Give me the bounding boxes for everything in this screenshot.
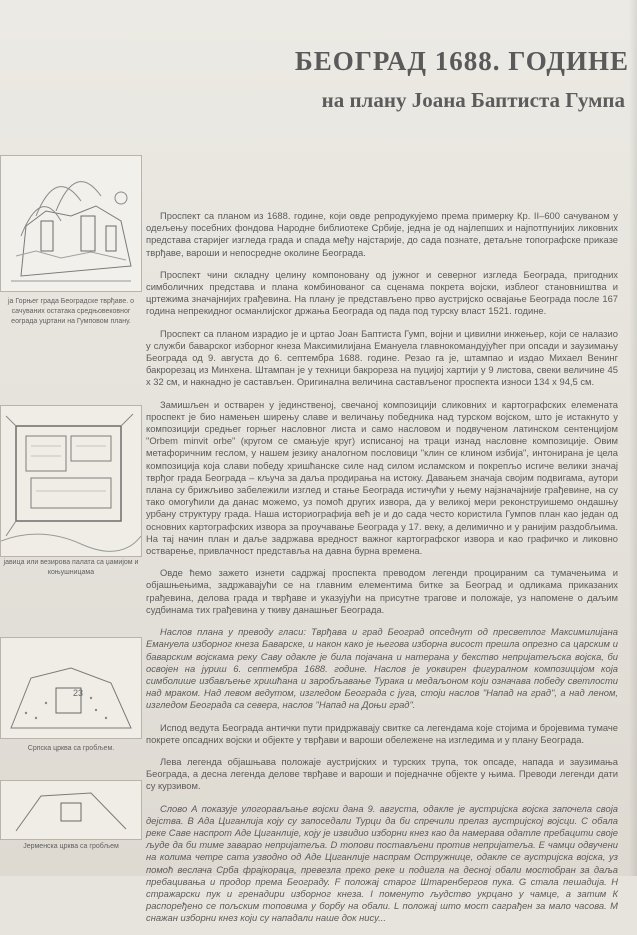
svg-text:23: 23 [73, 688, 84, 698]
fortress-sketch-drawing [1, 156, 141, 291]
serbian-church-drawing [1, 638, 141, 738]
fortress-sketch-image [0, 155, 142, 292]
armenian-church-image [0, 780, 142, 840]
armenian-church-drawing [1, 781, 141, 839]
paragraph: Лева легенда објашњава положаје аустријских и турских трупа, ток опсаде, напада и заузимања Београда, а десна легенда делове тврђаве и вароши и поједначне објекте у њима. Преводи легенди дати су курзивом. [146, 755, 618, 792]
paragraph: Проспект са планом из 1688. године, који овде репродукујемо према примерку Кр. II–600 сачуваном у одељењу посебних фондова Народне библиотеке Србије, једна је од најлепших и најпотпунијих ликовних представа старијег изгледа града и спада међу најстарије, до сада познате, детаљне топографске приказе тврђаве, вароши и непосредне околине Београда. [146, 210, 618, 258]
page-edge-shadow [629, 0, 637, 876]
page-title: БЕОГРАД 1688. ГОДИНЕ [294, 46, 629, 76]
paragraph: Проспект чини складну целину компоновану од јужног и северног изгледа Београда, пригодних симболичних представа и плана комбинованог са сценама покрета војски, изблеог становништва и цртежима значајнијих грађевина. На плану је представљено прво аустријско освајање Београда после 167 година непрекидног османлијског држања Београда од пада под турску власт 1521. године. [146, 268, 618, 317]
caption-vizier-palace: јавица или везирова палата са џамијом и коњушницама [3, 559, 139, 576]
caption-armenian-church: Јерменска црква са гробљем [23, 843, 119, 850]
article-body [146, 210, 618, 935]
caption-fortress: ја Горњег града Београдске тврђаве. о сачуваних остатака средњовековног еограда уцртани на Гумповом плану. [7, 298, 135, 325]
paragraph: Испод ведута Београда антички пути придржавају свитке са легендама које стојима и бројевима тумаче покрете опсадних војски и објекте у тврђави и вароши обележене на изгледима и у плану Београда. [146, 721, 618, 745]
paragraph: Проспект са планом израдио је и цртао Јоан Баптиста Гумп, војни и цивилни инжењер, који се налазио у служби баварског изборног кнеза Максимилијана Емануела главнокомандујућег при опсади и заузимању Београда од 9. августа до 6. септембра 1688. године. Резао га је, штампао и издао Михаел Венинг бакрорезац из Минхена. Штампан је у техници бакрореза на пуцијој хартији у 9 листова, свеки величине 45 x 32 см, и накнадно је састављен. Оригинална величина састављеног проспекта износи 134 x 94,5 см. [146, 327, 618, 388]
paragraph: Замишљен и остварен у јединственој, свечаној композицији сликовних и картографских елемената проспект је био намењен ширењу славе и величању победника над турском војском, што је истакнуто у композицији средњег горњег насловног листа и само насловом и подвученом латинском сентенцијом "Orbem minvit orbe" (кругом се смањује круг) исписаној на траци изнад насловне композиције. Овим метафоричним геслом, у нашем језику аналогном пословици "клин се клином избија", интонирана је цела композиција која слави победу хришћанске силе над силом исламском и покрепљо исгиче велики значај тврђог града Београда – кључа за даља продирања на истоку. Давањем значаја својим подвигама, аутори плана су брижљиво забележили изглед и стање Београда истичући у њему најзначајније грађевине, на су тако омогућили да данас можемо, уз помоћ других извора, да у великој мери реконструишемо ондашњу урбану структуру града. Наша историографија већ је и до сада често користила Гумпов план као један од основних картографских извора за проучавање Београда у 17. веку, а делимично и у ранијим раздобљима. На тај начин план и даље задржава вредност важног картографског извора и као графичко и ликовно остварење, привлачност представља на давна бурна времена. [146, 398, 618, 557]
page-subtitle: на плану Јоана Баптиста Гумпа [321, 88, 625, 112]
paragraph: Овде ћемо зажето изнети садржај проспекта преводом легенди процираним са тумачењима и објашњењима, задржавајући се на главним елементима битке за Београд и одликама приказаних грађевина, делова града и тврђаве и указујући на присутне трагове и положаје, уз напомене о даљим судбинама тих грађевина у ткиву данашњег Београда. [146, 567, 618, 615]
vizier-palace-image [0, 405, 142, 557]
paragraph: Слово А показује улогорављање војски дана 9. августа, одакле је аустријска војска започела своја дејства. В Ада Циганлија коју су запоседали Турци да би спречили прелаз аустријској војсци. С обала реке Саве наспрот Аде Циганлије, коју је извидио изборни кнез као да намерава одатле пребацити своје људе да би тиме заварао непријатеља. D топови постављени против непријатеља. Е чамци одвучени на колима четре сата узводно од Аде Циганлије наспрам Остружнице, одакле се аустријска војска, уз помоћ веслача Срба фрајкораца, превезла преко реке и подигла на десној обали мостобран за даља пребацивања и продор према Београду. F положај старог Штаренбергов пука. G стала пешадија. H стражарски пук и гренадири изборног кнеза. I поменуто људство укрцано у чамце, а затим К распоређено се пољским топовима у борбу на обали. L положај што мост саграђен за мало часова. М снажан изборни кнез који су нападали наше док нису... [146, 802, 618, 924]
paragraph: Наслов плана у преводу гласи: Тврђава и град Београд опседнут од пресветлог Максимилијана Емануела изборног кнеза Баварске, и након како је његова изборна висост прешла опрезно са царским и баварским војскама реку Саву одакле је била појачана и натерана у бекство непријатељска војска, би освојен на јуриш 6. септембра 1688. године. Наслов је уоквирен фигуралном композицијом која симболише избављење хришћана и заробљавање Турака и медаљоном који означава победу светлости над мраком. Над левом ведутом, изгледом Београда с југа, стоји наслов "Напад на град", а над леном, изгледом Београда са севера, наслов "Напад на Доњи град". [146, 626, 618, 711]
vizier-palace-drawing [1, 406, 141, 556]
caption-serbian-church: Српска црква са гробљем. [27, 745, 115, 752]
serbian-church-image [0, 637, 142, 739]
